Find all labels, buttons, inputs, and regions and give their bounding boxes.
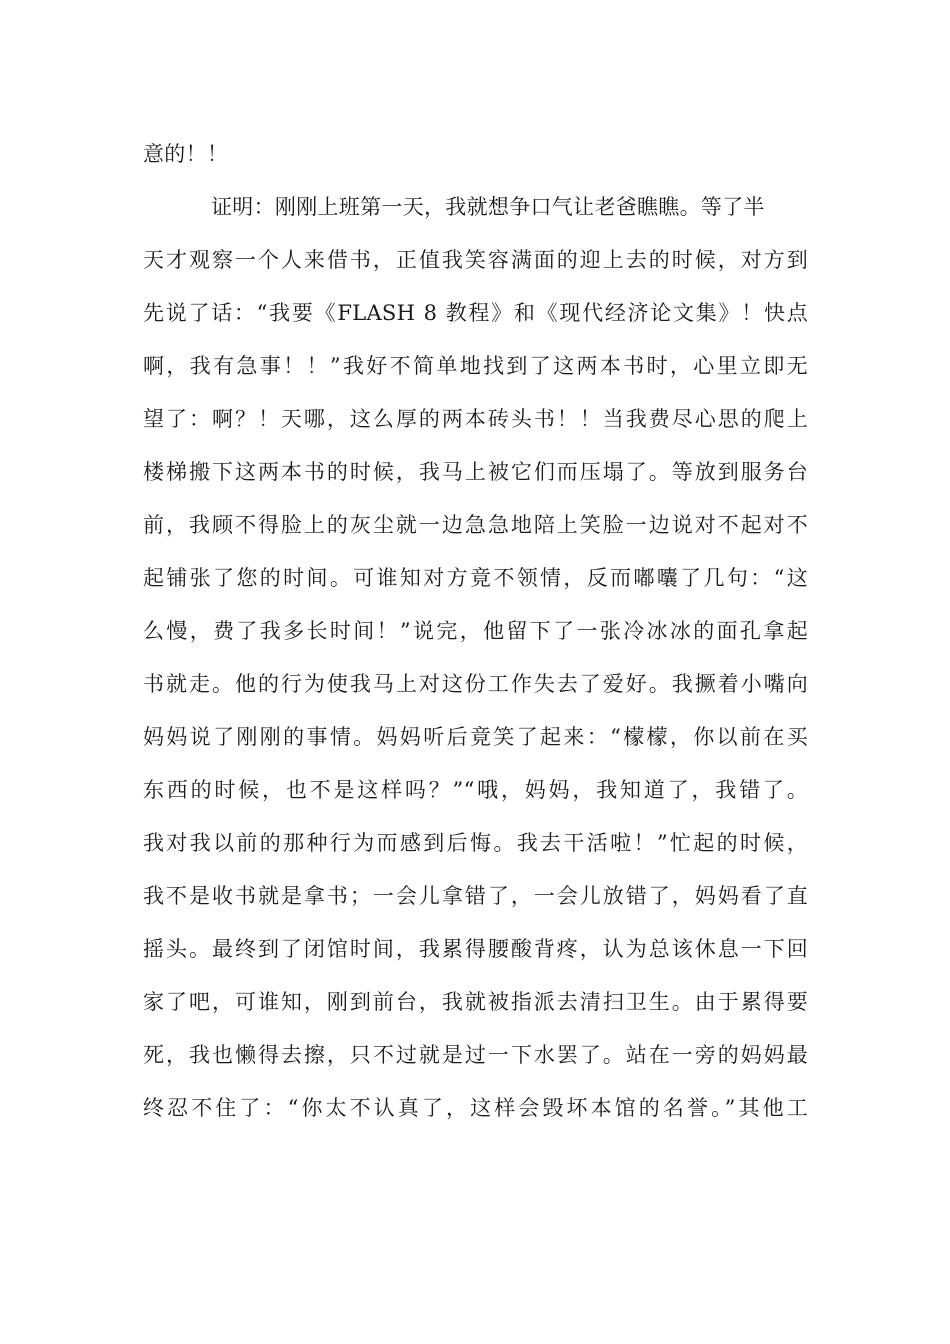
text-line: 东西的时候，也不是这样吗？”“哦，妈妈，我知道了，我错了。	[143, 778, 808, 802]
text-line: 啊，我有急事！！”我好不简单地找到了这两本书时，心里立即无	[143, 354, 808, 378]
text-line: 摇头。最终到了闭馆时间，我累得腰酸背疼，认为总该休息一下回	[143, 937, 808, 961]
text-line: 起铺张了您的时间。可谁知对方竟不领情，反而嘟囔了几句：“这	[143, 566, 808, 590]
text-line: 终忍不住了：“你太不认真了，这样会毁坏本馆的名誉。”其他工	[143, 1096, 808, 1120]
text-line: 妈妈说了刚刚的事情。妈妈听后竟笑了起来：“檬檬，你以前在买	[143, 725, 808, 749]
text-line: 前，我顾不得脸上的灰尘就一边急急地陪上笑脸一边说对不起对不	[143, 513, 808, 537]
text-line: 书就走。他的行为使我马上对这份工作失去了爱好。我撅着小嘴向	[143, 672, 808, 696]
text-line: 望了：啊？！天哪，这么厚的两本砖头书！！当我费尽心思的爬上	[143, 407, 808, 431]
text-line: 我不是收书就是拿书；一会儿拿错了，一会儿放错了，妈妈看了直	[143, 884, 808, 908]
paragraph-first-line: 证明：刚刚上班第一天，我就想争口气让老爸瞧瞧。等了半	[211, 195, 765, 219]
text-line: 天才观察一个人来借书，正值我笑容满面的迎上去的时候，对方到	[143, 248, 808, 272]
body-text	[143, 132, 808, 1130]
text-line: 死，我也懒得去擦，只不过就是过一下水罢了。站在一旁的妈妈最	[143, 1043, 808, 1067]
text-line: 么慢，费了我多长时间！”说完，他留下了一张冷冰冰的面孔拿起	[143, 619, 808, 643]
text-line: 我对我以前的那种行为而感到后悔。我去干活啦！”忙起的时候，	[143, 831, 808, 855]
text-line: 家了吧，可谁知，刚到前台，我就被指派去清扫卫生。由于累得要	[143, 990, 808, 1014]
text-line: 先说了话：“我要《FLASH 8 教程》和《现代经济论文集》！快点	[143, 301, 808, 325]
text-line: 意的！！	[143, 142, 229, 166]
text-line: 楼梯搬下这两本书的时候，我马上被它们而压塌了。等放到服务台	[143, 460, 808, 484]
